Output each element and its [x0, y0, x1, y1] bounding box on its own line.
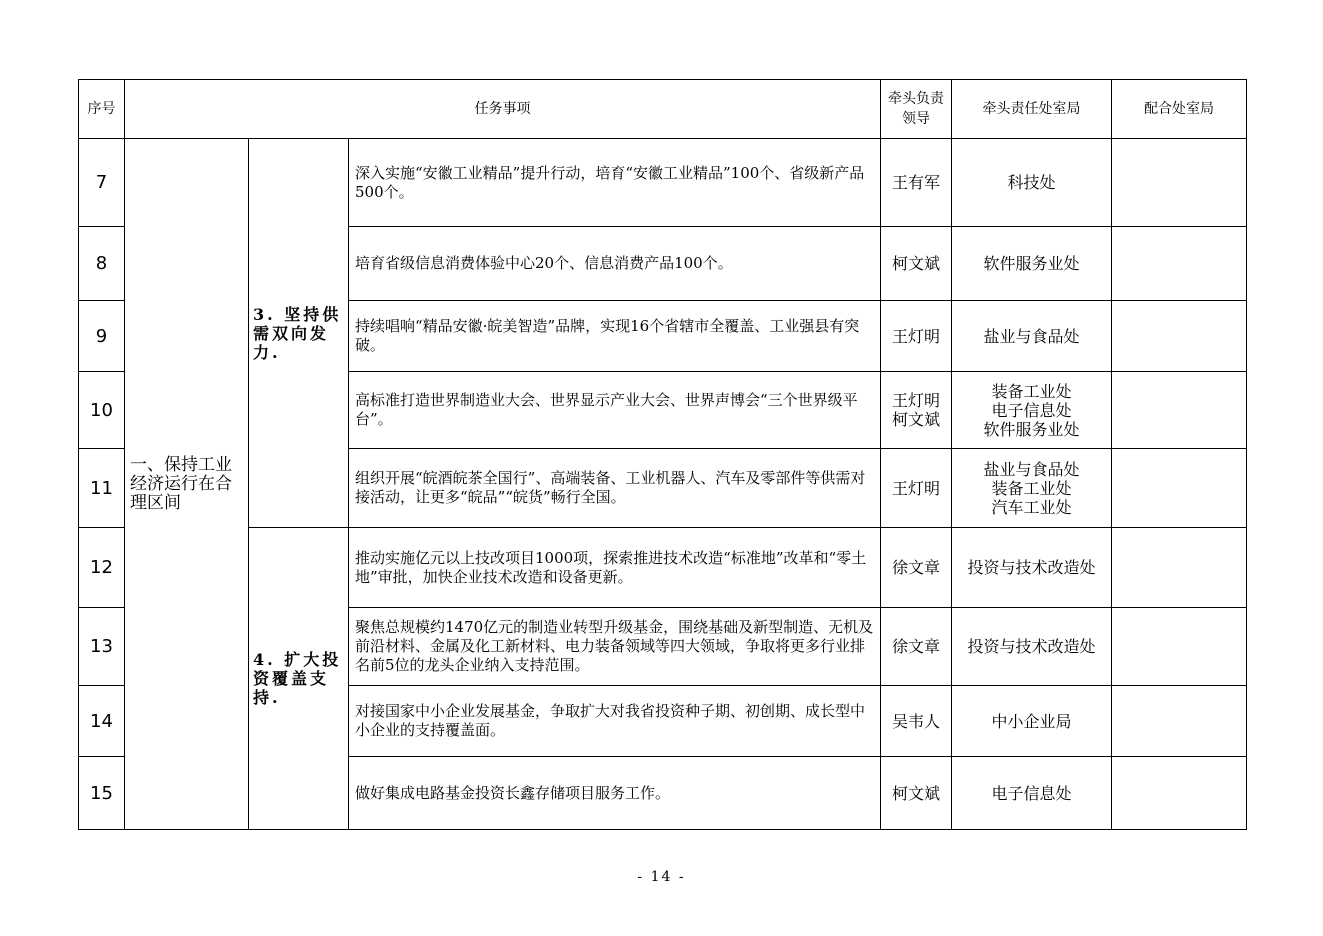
- coop-cell: [1112, 757, 1247, 830]
- coop-cell: [1112, 301, 1247, 372]
- coop-cell: [1112, 608, 1247, 686]
- category-cell: 一、保持工业经济运行在合理区间: [125, 139, 249, 830]
- header-lead-office: 牵头责任处室局: [952, 80, 1112, 139]
- leader-cell: 王灯明: [881, 301, 952, 372]
- header-seq: 序号: [79, 80, 125, 139]
- office-cell: 投资与技术改造处: [952, 608, 1112, 686]
- leader-cell: 徐文章: [881, 608, 952, 686]
- office-line: 装备工业处: [991, 478, 1072, 498]
- leader-cell: [881, 372, 952, 449]
- row-number: 13: [79, 608, 125, 686]
- office-cell: 中小企业局: [952, 686, 1112, 757]
- row-number: 14: [79, 686, 125, 757]
- leader-line: 柯文斌: [891, 410, 940, 429]
- coop-cell: [1112, 372, 1247, 449]
- row-number: 12: [79, 528, 125, 608]
- leader-cell: 王灯明: [881, 449, 952, 528]
- office-cell: 电子信息处: [952, 757, 1112, 830]
- row-number: 9: [79, 301, 125, 372]
- task-text: 聚焦总规模约1470亿元的制造业转型升级基金，围绕基础及新型制造、无机及前沿材料、金属及化工新材料、电力装备领域等四大领域，争取将更多行业排名前5位的龙头企业纳入支持范围。: [349, 608, 881, 686]
- row-number: 11: [79, 449, 125, 528]
- table-row: [79, 139, 1247, 227]
- header-coop-office: 配合处室局: [1112, 80, 1247, 139]
- office-line: 电子信息处: [991, 400, 1072, 420]
- office-line: 装备工业处: [991, 381, 1072, 401]
- table-row: [79, 528, 1247, 608]
- subcategory-cell: 4. 扩大投资覆盖支持.: [249, 528, 349, 830]
- task-table: [78, 79, 1247, 830]
- office-cell: 投资与技术改造处: [952, 528, 1112, 608]
- leader-cell: 柯文斌: [881, 227, 952, 301]
- coop-cell: [1112, 528, 1247, 608]
- task-text: 对接国家中小企业发展基金，争取扩大对我省投资种子期、初创期、成长型中小企业的支持覆盖面。: [349, 686, 881, 757]
- coop-cell: [1112, 139, 1247, 227]
- page-number: - 14 -: [637, 869, 686, 885]
- leader-line: 王灯明: [891, 391, 940, 410]
- header-task: 任务事项: [125, 80, 881, 139]
- office-cell: [952, 372, 1112, 449]
- header-leader: 牵头负责领导: [881, 80, 952, 139]
- subcategory-cell: 3. 坚持供需双向发力.: [249, 139, 349, 528]
- leader-cell: 徐文章: [881, 528, 952, 608]
- office-line: 盐业与食品处: [983, 459, 1080, 479]
- task-text: 高标准打造世界制造业大会、世界显示产业大会、世界声博会“三个世界级平台”。: [349, 372, 881, 449]
- task-text: 组织开展“皖酒皖茶全国行”、高端装备、工业机器人、汽车及零部件等供需对接活动，让更多“皖品”“皖货”畅行全国。: [349, 449, 881, 528]
- header-row: [79, 80, 1247, 139]
- row-number: 10: [79, 372, 125, 449]
- task-text: 持续唱响“精品安徽·皖美智造”品牌，实现16个省辖市全覆盖、工业强县有突破。: [349, 301, 881, 372]
- coop-cell: [1112, 227, 1247, 301]
- task-text: 深入实施“安徽工业精品”提升行动，培育“安徽工业精品”100个、省级新产品500个。: [349, 139, 881, 227]
- row-number: 15: [79, 757, 125, 830]
- row-number: 8: [79, 227, 125, 301]
- leader-cell: 柯文斌: [881, 757, 952, 830]
- office-line: 汽车工业处: [991, 497, 1072, 517]
- task-text: 培育省级信息消费体验中心20个、信息消费产品100个。: [349, 227, 881, 301]
- office-cell: 盐业与食品处: [952, 301, 1112, 372]
- task-text: 推动实施亿元以上技改项目1000项，探索推进技术改造“标准地”改革和“零土地”审批，加快企业技术改造和设备更新。: [349, 528, 881, 608]
- leader-cell: 王有军: [881, 139, 952, 227]
- task-text: 做好集成电路基金投资长鑫存储项目服务工作。: [349, 757, 881, 830]
- row-number: 7: [79, 139, 125, 227]
- office-cell: [952, 449, 1112, 528]
- office-cell: 科技处: [952, 139, 1112, 227]
- leader-cell: 吴韦人: [881, 686, 952, 757]
- coop-cell: [1112, 449, 1247, 528]
- coop-cell: [1112, 686, 1247, 757]
- office-cell: 软件服务业处: [952, 227, 1112, 301]
- office-line: 软件服务业处: [983, 419, 1080, 439]
